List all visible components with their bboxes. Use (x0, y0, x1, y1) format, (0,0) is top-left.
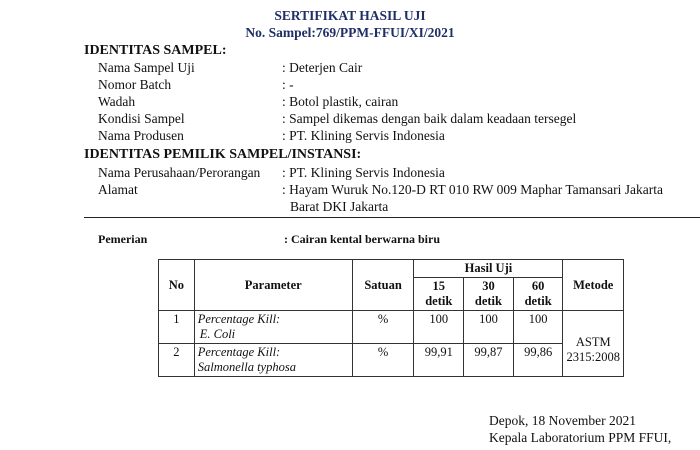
field-label-kondisi: Kondisi Sampel (98, 111, 185, 126)
place-date: Depok, 18 November 2021 (489, 413, 636, 428)
row-parameter (194, 344, 352, 377)
row-value-60: 100 (513, 311, 563, 344)
signatory-title: Kepala Laboratorium PPM FFUI, (489, 430, 672, 445)
row-value-30: 99,87 (464, 344, 514, 377)
field-value-kondisi: : Sampel dikemas dengan baik dalam keadaan tersegel (282, 111, 577, 126)
field-label-nomor-batch: Nomor Batch (98, 77, 172, 92)
row-metode (563, 311, 624, 377)
row-value-30: 100 (464, 311, 514, 344)
parameter-line1: Percentage Kill: (197, 312, 281, 326)
header-time-60 (513, 278, 563, 311)
field-value-produsen: : PT. Klining Servis Indonesia (282, 128, 445, 143)
time-30-unit: detik (474, 294, 502, 308)
identitas-pemilik-heading: IDENTITAS PEMILIK SAMPEL/INSTANSI: (84, 147, 362, 162)
field-label-perusahaan: Nama Perusahaan/Perorangan (98, 165, 261, 180)
row-satuan: % (352, 311, 414, 344)
header-time-30 (464, 278, 514, 311)
pemerian-value: : Cairan kental berwarna biru (284, 232, 440, 246)
time-30-num: 30 (482, 279, 495, 293)
header-parameter: Parameter (194, 260, 352, 311)
results-table (158, 259, 624, 377)
row-no: 1 (159, 311, 195, 344)
field-label-wadah: Wadah (98, 94, 136, 109)
sample-number: No. Sampel:769/PPM-FFUI/XI/2021 (245, 25, 455, 40)
metode-line1: ASTM (575, 335, 611, 349)
field-value-perusahaan: : PT. Klining Servis Indonesia (282, 165, 445, 180)
header-no: No (159, 260, 195, 311)
table-row (159, 344, 624, 377)
header-metode: Metode (563, 260, 624, 311)
metode-line2: 2315:2008 (566, 350, 620, 364)
field-label-produsen: Nama Produsen (98, 128, 184, 143)
row-value-15: 100 (414, 311, 464, 344)
field-value-wadah: : Botol plastik, cairan (282, 94, 399, 109)
header-hasil-uji: Hasil Uji (414, 260, 563, 278)
certificate-title: SERTIFIKAT HASIL UJI (274, 8, 426, 23)
time-60-unit: detik (524, 294, 552, 308)
row-value-60: 99,86 (513, 344, 563, 377)
parameter-line1: Percentage Kill: (197, 345, 281, 359)
time-15-unit: detik (425, 294, 453, 308)
row-satuan: % (352, 344, 414, 377)
field-label-nama-sampel: Nama Sampel Uji (98, 60, 195, 75)
header-time-15 (414, 278, 464, 311)
field-value-alamat-line2: Barat DKI Jakarta (290, 199, 389, 214)
time-60-num: 60 (531, 279, 545, 293)
parameter-line2: E. Coli (199, 327, 236, 341)
field-value-nama-sampel: : Deterjen Cair (282, 60, 363, 75)
time-15-num: 15 (432, 279, 445, 293)
field-label-alamat: Alamat (98, 182, 138, 197)
row-no: 2 (159, 344, 195, 377)
field-value-nomor-batch: : - (282, 77, 294, 92)
row-parameter (194, 311, 352, 344)
parameter-line2: Salmonella typhosa (197, 360, 296, 374)
header-satuan: Satuan (352, 260, 414, 311)
identitas-sampel-heading: IDENTITAS SAMPEL: (84, 43, 227, 58)
pemerian-label: Pemerian (98, 232, 148, 246)
row-value-15: 99,91 (414, 344, 464, 377)
field-value-alamat: : Hayam Wuruk No.120-D RT 010 RW 009 Maphar Tamansari Jakarta (282, 182, 664, 197)
section-divider (84, 217, 700, 218)
table-row (159, 311, 624, 344)
